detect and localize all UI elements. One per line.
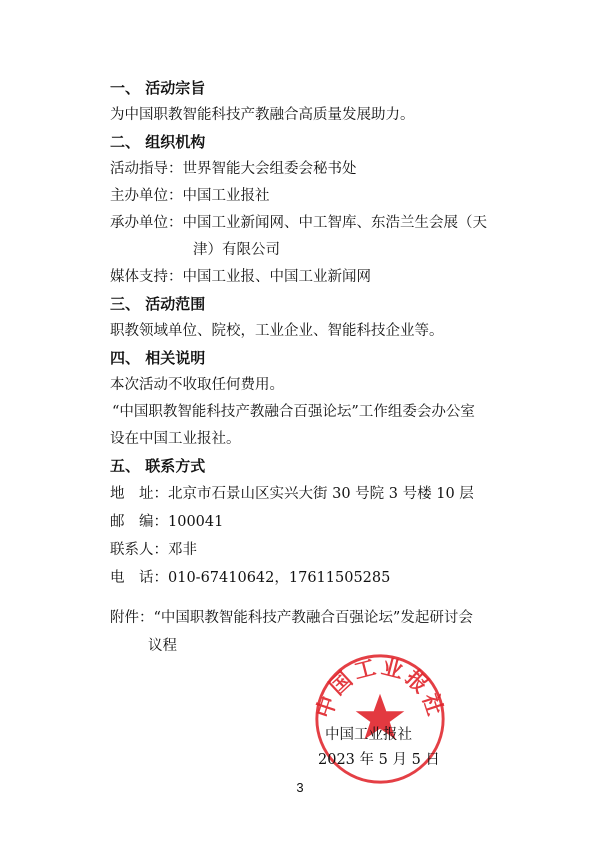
- phone-label: 电 话：: [110, 570, 168, 586]
- signature-org: 中国工业报社: [325, 727, 412, 743]
- host-row: [110, 186, 270, 206]
- organizer-row: [110, 213, 487, 233]
- host-label: 主办单位：: [110, 188, 183, 204]
- postcode-label: 邮 编：: [110, 514, 168, 530]
- scope-text: 职教领域单位、院校，工业企业、智能科技企业等。: [110, 323, 444, 339]
- attachment-row: [110, 608, 473, 628]
- contact-label: 联系人：: [110, 542, 168, 558]
- postcode-value: 100041: [168, 514, 224, 530]
- organizer-label: 承办单位：: [110, 215, 183, 231]
- attachment-value-continued: 议程: [148, 638, 177, 654]
- attachment-value: “中国职教智能科技产教融合百强论坛”发起研讨会: [153, 610, 473, 626]
- section-heading-notes: 四、 相关说明: [110, 349, 206, 367]
- guidance-row: [110, 159, 357, 179]
- section-heading-organization: 二、 组织机构: [110, 133, 206, 151]
- address-label: 地 址：: [110, 486, 168, 502]
- media-row: [110, 267, 371, 287]
- phone-row: [110, 568, 390, 588]
- guidance-label: 活动指导：: [110, 161, 183, 177]
- purpose-text: 为中国职教智能科技产教融合高质量发展助力。: [110, 107, 415, 123]
- notes-text-2: “中国职教智能科技产教融合百强论坛”工作组委会办公室: [112, 404, 475, 420]
- contact-row: [110, 540, 197, 560]
- signature-date: 2023 年 5 月 5 日: [318, 752, 440, 768]
- section-heading-contact: 五、 联系方式: [110, 457, 206, 475]
- address-value: 北京市石景山区实兴大街 30 号院 3 号楼 10 层: [168, 486, 474, 502]
- address-row: [110, 484, 474, 504]
- notes-text-3: 设在中国工业报社。: [110, 431, 241, 447]
- organizer-value: 中国工业新闻网、中工智库、东浩兰生会展（天: [182, 215, 487, 231]
- section-heading-purpose: 一、 活动宗旨: [110, 79, 206, 97]
- host-value: 中国工业报社: [182, 188, 270, 204]
- contact-value: 邓非: [168, 542, 197, 558]
- section-heading-scope: 三、 活动范围: [110, 295, 206, 313]
- attachment-label: 附件：: [110, 610, 154, 626]
- page-number: 3: [296, 780, 304, 795]
- guidance-value: 世界智能大会组委会秘书处: [182, 161, 357, 177]
- phone-value: 010-67410642，17611505285: [168, 570, 391, 586]
- media-label: 媒体支持：: [110, 269, 183, 285]
- svg-text:中国工业报社: 中国工业报社: [312, 654, 448, 722]
- postcode-row: [110, 512, 223, 532]
- notes-text-1: 本次活动不收取任何费用。: [110, 377, 284, 393]
- organizer-value-continued: 津）有限公司: [193, 242, 280, 258]
- media-value: 中国工业报、中国工业新闻网: [182, 269, 371, 285]
